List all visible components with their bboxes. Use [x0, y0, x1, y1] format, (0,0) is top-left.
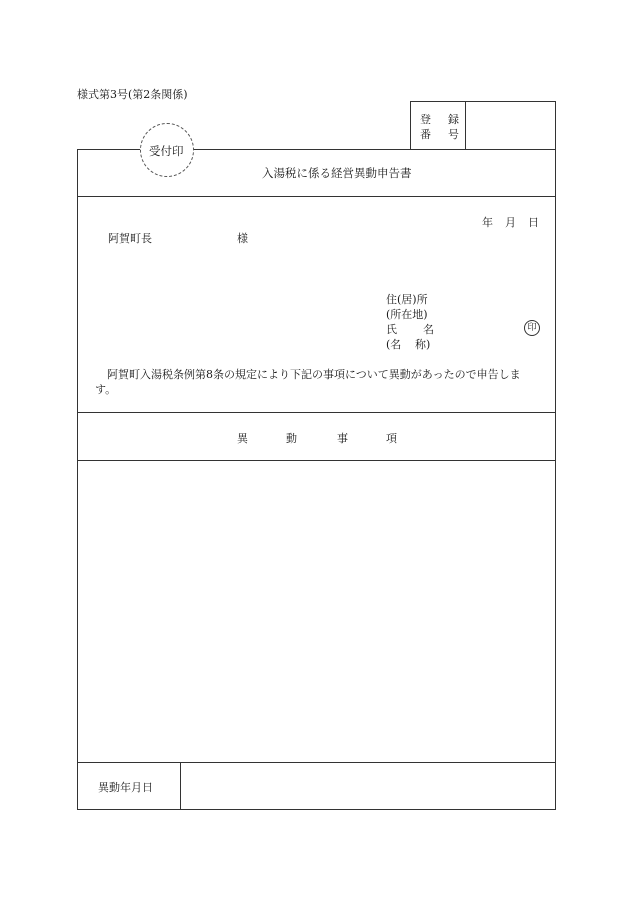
- title-label-a: (名: [386, 338, 402, 351]
- date-year-label: 年: [482, 216, 493, 229]
- registration-label-2b: 号: [448, 128, 459, 141]
- registration-label-2a: 番: [420, 128, 431, 141]
- reg-box-left: [410, 101, 411, 149]
- form-bottom-border: [77, 809, 556, 810]
- seal-mark: 印: [524, 320, 540, 336]
- reg-box-right: [555, 101, 556, 149]
- location-label: (所在地): [386, 308, 428, 321]
- change-date-label: 異動年月日: [98, 781, 153, 794]
- form-right-border: [555, 149, 556, 810]
- registration-label-1a: 登: [420, 113, 431, 126]
- declaration-line-2: す。: [95, 383, 117, 396]
- registration-label-1b: 録: [448, 113, 459, 126]
- change-date-field[interactable]: [181, 763, 555, 809]
- addressee-name: 阿賀町長: [108, 232, 152, 245]
- change-details-field[interactable]: [78, 461, 555, 762]
- form-title: 入湯税に係る経営異動申告書: [262, 166, 412, 180]
- address-label: 住(居)所: [386, 293, 428, 306]
- form-number: 様式第3号(第2条関係): [77, 88, 188, 101]
- receipt-stamp-label: 受付印: [149, 144, 184, 158]
- section-header-char-3: 事: [337, 432, 348, 445]
- declaration-divider: [77, 412, 556, 413]
- title-divider: [77, 196, 556, 197]
- name-label-a: 氏: [386, 323, 397, 336]
- section-header-char-2: 動: [286, 432, 297, 445]
- section-header-char-1: 異: [237, 432, 248, 445]
- title-label-b: 称): [415, 338, 431, 351]
- date-day-label: 日: [528, 216, 539, 229]
- date-month-label: 月: [505, 216, 516, 229]
- declaration-line-1: 阿賀町入湯税条例第8条の規定により下記の事項について異動があったので申告しま: [107, 368, 521, 381]
- name-label-b: 名: [423, 323, 434, 336]
- addressee-honorific: 様: [237, 232, 248, 245]
- section-header-char-4: 項: [386, 432, 397, 445]
- registration-number-field[interactable]: [466, 102, 555, 149]
